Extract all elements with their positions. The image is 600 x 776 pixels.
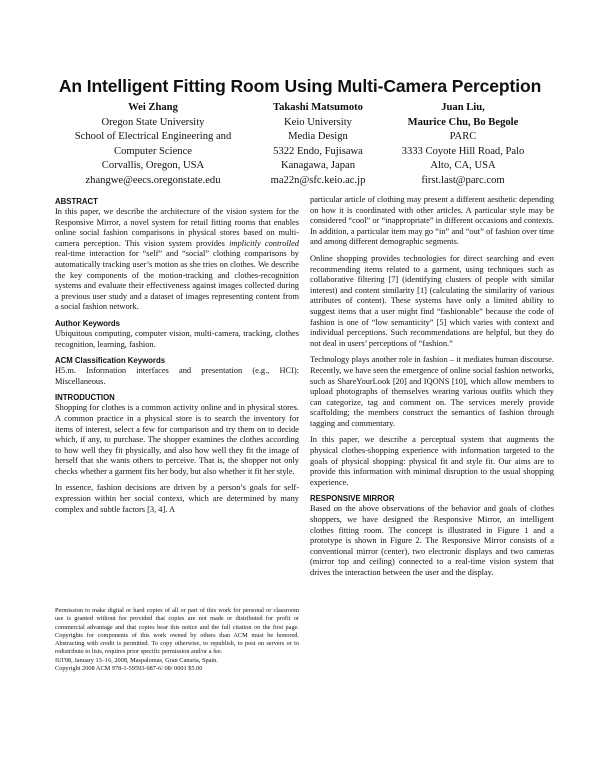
author-name-2: Maurice Chu, Bo Begole xyxy=(407,116,519,128)
keywords-heading: Author Keywords xyxy=(55,318,120,328)
author-affiliation: PARC xyxy=(449,131,477,142)
abstract-emphasis: implicitly controlled xyxy=(229,238,299,248)
author-email: first.last@parc.com xyxy=(421,174,505,186)
body-paragraph: Based on the above observations of the behavior and goals of clothes shoppers, we have designed the Responsive Mirror, an intelligent clothes fitting room. The concept is illustrated in Figure 1 and a prototype is shown in Figure 2. The Responsive Mirror consists of a conventional mirror (center), two electronic displays and two cameras (mirror top and ceiling) connected to a real-time vision system that drives the interaction between the user and the display. xyxy=(310,504,554,577)
acm-text: H5.m. Information interfaces and presentation (e.g., HCI): Miscellaneous. xyxy=(55,366,299,386)
author-address: Corvallis, Oregon, USA xyxy=(101,160,205,171)
body-paragraph: Online shopping provides technologies for direct searching and even recommending items related to a garment, using techniques such as collaborative filtering [7] (identifying clusters of people with similar interest) and content similarity [1] (calculating the similarity of various attributes of content). These systems have only a limited ability to suggest items that a user might find “fashionable” because the code of fashion is one of “low semanticity” [5] which varies with context and individual perceptions. Such recommendations are helpful, but they do not deal in users’ perceptions of “fashion.” xyxy=(310,253,554,348)
abstract-text-part: real-time interaction for “self” and “social” clothing comparisons by automatically tracking user’s motion as she tries on clothes. We describe the key components of the motion-tracking and clothes-recognition systems and evaluate their effectiveness against images collected during a previous user study and a dataset of images representing content from a social fashion network. xyxy=(55,249,299,312)
abstract-text-part: In this paper, we describe the architecture of the vision system for the Responsive Mirror, a novel system for retail fitting rooms that enables online social fashion comparisons in physical stores based on multi-camera perception. This vision system provides xyxy=(55,207,299,248)
paper-title: An Intelligent Fitting Room Using Multi-Camera Perception xyxy=(58,76,542,96)
permission-notice xyxy=(55,607,299,673)
introduction-paragraph: Shopping for clothes is a common activity online and in physical stores. A common practice in a physical store is to search the inventory for items of interest, select a few for comparison and try them on to decide which, if any, to purchase. The shopper examines the clothes according to how well they fit physically, and also how well they fit the image of herself that she wants others to perceive. That is, the shopper not only checks whether a garment fits her body, but also whether it fit her style. xyxy=(55,403,299,476)
author-affiliation: Computer Science xyxy=(114,145,192,157)
author-address: 5322 Endo, Fujisawa xyxy=(273,145,363,157)
copyright-text: Copyright 2008 ACM 978-1-59593-987-6/ 08/ 0001 $5.00 xyxy=(55,665,203,673)
author-address: 3333 Coyote Hill Road, Palo xyxy=(401,145,525,157)
author-email: zhangwe@eecs.oregonstate.edu xyxy=(85,174,221,186)
author-email: ma22n@sfc.keio.ac.jp xyxy=(270,174,366,186)
author-affiliation: Keio University xyxy=(284,116,352,128)
abstract-heading: ABSTRACT xyxy=(55,197,98,206)
author-block xyxy=(0,101,600,186)
keywords-text: Ubiquitous computing, computer vision, multi-camera, tracking, clothes recognition, learning, fashion. xyxy=(55,328,299,349)
responsive-mirror-heading: RESPONSIVE MIRROR xyxy=(310,494,395,504)
author-address: Kanagawa, Japan xyxy=(280,160,356,171)
author-affiliation: Media Design xyxy=(288,131,348,142)
venue-text: IUI'08, January 13–16, 2008, Maspalomas, Gran Canaria, Spain. xyxy=(55,656,218,664)
body-paragraph: particular article of clothing may present a different aesthetic depending on how it is coordinated with other articles. A particular style may be considered “cool” or “inappropriate” in different occasions and contexts. In addition, a particular item may go “in” and “out” of fashion over time and among different demographic segments. xyxy=(310,195,554,247)
body-paragraph: Technology plays another role in fashion – it mediates human discourse. Recently, we have seen the emergence of online social fashion networks, such as ShareYourLook [20] and IQONS [10], which allow members to upload photographs of themselves wearing various outfits which they can categorize, tag and comment on. The services merely provide scaffolding; the members construct the semantics of fashion through tagging and commentary. xyxy=(310,355,554,428)
permission-text: Permission to make digital or hard copies of all or part of this work for personal or classroom use is granted without fee provided that copies are not made or distributed for profit or commercial advantage and that copies bear this notice and the full citation on the first page. Copyrights for components of this work owned by others than ACM must be honored. Abstracting with credit is permitted. To copy otherwise, to republish, to post on servers or to redistribute to lists, requires prior specific permission and/or a fee. xyxy=(55,607,299,656)
author-affiliation: School of Electrical Engineering and xyxy=(74,131,232,142)
acm-heading: ACM Classification Keywords xyxy=(55,356,166,366)
author-affiliation: Oregon State University xyxy=(101,116,205,128)
left-column xyxy=(55,197,299,521)
author-name: Takashi Matsumoto xyxy=(273,102,363,113)
right-column xyxy=(310,195,554,585)
body-paragraph: In this paper, we describe a perceptual system that augments the physical clothes-shopping experience with information targeted to the goals of physical shopping: physical fit and style fit. Our aims are to provide this information with minimal disruption to the usual shopping experience. xyxy=(310,435,554,487)
introduction-heading: INTRODUCTION xyxy=(55,393,115,403)
author-name: Wei Zhang xyxy=(128,102,178,113)
introduction-paragraph: In essence, fashion decisions are driven by a person’s goals for self-expression within her social context, which are determined by many complex and subtle factors [3, 4]. A xyxy=(55,483,299,514)
abstract-text xyxy=(55,207,299,313)
author-3 xyxy=(383,101,543,188)
author-address: Alto, CA, USA xyxy=(430,160,496,171)
author-name: Juan Liu, xyxy=(441,102,485,113)
author-1 xyxy=(58,101,248,188)
author-2 xyxy=(253,101,383,188)
